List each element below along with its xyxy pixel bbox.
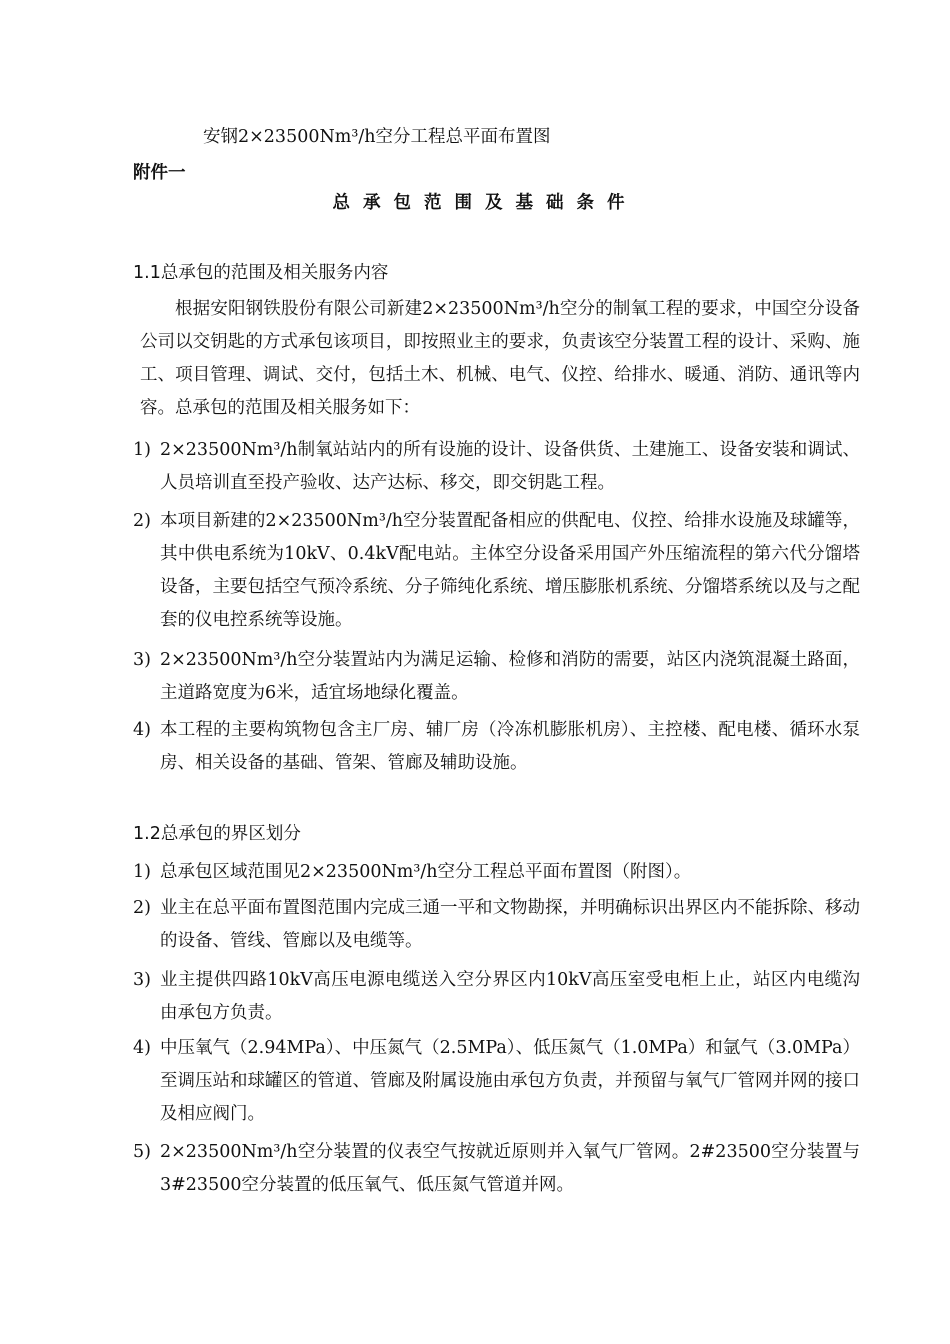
item-marker: 5) xyxy=(133,1142,151,1162)
section-2-number: 1.2 xyxy=(133,824,161,844)
item-text: 业主在总平面布置图范围内完成三通一平和文物勘探，并明确标识出界区内不能拆除、移动的设备、管线、管廊以及电缆等。 xyxy=(160,898,860,951)
section-1-number: 1.1 xyxy=(133,263,161,283)
section-1-heading xyxy=(133,262,388,284)
item-marker: 2) xyxy=(133,898,151,918)
section-2-item-5 xyxy=(133,1136,860,1202)
item-marker: 4) xyxy=(133,1038,151,1058)
section-2-item-1 xyxy=(133,856,860,889)
section-1-item-1 xyxy=(133,434,860,500)
section-2-item-2 xyxy=(133,892,860,958)
item-marker: 1) xyxy=(133,440,151,460)
item-marker: 3) xyxy=(133,650,151,670)
item-text: 2×23500Nm³/h制氧站站内的所有设施的设计、设备供货、土建施工、设备安装和调试、人员培训直至投产验收、达产达标、移交，即交钥匙工程。 xyxy=(160,440,860,493)
section-1-item-4 xyxy=(133,714,860,780)
item-text: 2×23500Nm³/h空分装置站内为满足运输、检修和消防的需要，站区内浇筑混凝土路面，主道路宽度为6米，适宜场地绿化覆盖。 xyxy=(160,650,860,703)
section-2-title: 总承包的界区划分 xyxy=(160,824,301,844)
item-marker: 4) xyxy=(133,720,151,740)
item-marker: 1) xyxy=(133,862,151,882)
item-text: 本工程的主要构筑物包含主厂房、辅厂房（冷冻机膨胀机房）、主控楼、配电楼、循环水泵房、相关设备的基础、管架、管廊及辅助设施。 xyxy=(160,720,860,773)
attachment-label: 附件一 xyxy=(133,163,186,183)
item-text: 中压氧气（2.94MPa）、中压氮气（2.5MPa）、低压氮气（1.0MPa）和氩气（3.0MPa）至调压站和球罐区的管道、管廊及附属设施由承包方负责，并预留与氧气厂管网并网的接口及相应阀门。 xyxy=(160,1038,860,1124)
drawing-caption: 安钢2×23500Nm³/h空分工程总平面布置图 xyxy=(203,127,551,147)
item-text: 业主提供四路10kV高压电源电缆送入空分界区内10kV高压室受电柜上止，站区内电缆沟由承包方负责。 xyxy=(160,970,860,1023)
section-2-heading xyxy=(133,823,301,845)
item-marker: 2) xyxy=(133,511,151,531)
section-1-intro: 根据安阳钢铁股份有限公司新建2×23500Nm³/h空分的制氧工程的要求，中国空分设备公司以交钥匙的方式承包该项目，即按照业主的要求，负责该空分装置工程的设计、采购、施工、项目管理、调试、交付，包括土木、机械、电气、仪控、给排水、暖通、消防、通讯等内容。总承包的范围及相关服务如下： xyxy=(140,299,860,418)
section-1-item-2 xyxy=(133,505,860,637)
item-marker: 3) xyxy=(133,970,151,990)
section-2-item-3 xyxy=(133,964,860,1030)
section-2-item-4 xyxy=(133,1032,860,1131)
item-text: 总承包区域范围见2×23500Nm³/h空分工程总平面布置图（附图）。 xyxy=(160,862,692,882)
section-1-title: 总承包的范围及相关服务内容 xyxy=(160,263,389,283)
section-1-item-3 xyxy=(133,644,860,710)
item-text: 2×23500Nm³/h空分装置的仪表空气按就近原则并入氧气厂管网。2#23500空分装置与3#23500空分装置的低压氧气、低压氮气管道并网。 xyxy=(160,1142,860,1195)
item-text: 本项目新建的2×23500Nm³/h空分装置配备相应的供配电、仪控、给排水设施及球罐等，其中供电系统为10kV、0.4kV配电站。主体空分设备采用国产外压缩流程的第六代分馏塔设备，主要包括空气预冷系统、分子筛纯化系统、增压膨胀机系统、分馏塔系统以及与之配套的仪电控系统等设施。 xyxy=(160,511,860,630)
main-title: 总承包范围及基础条件 xyxy=(332,193,638,213)
